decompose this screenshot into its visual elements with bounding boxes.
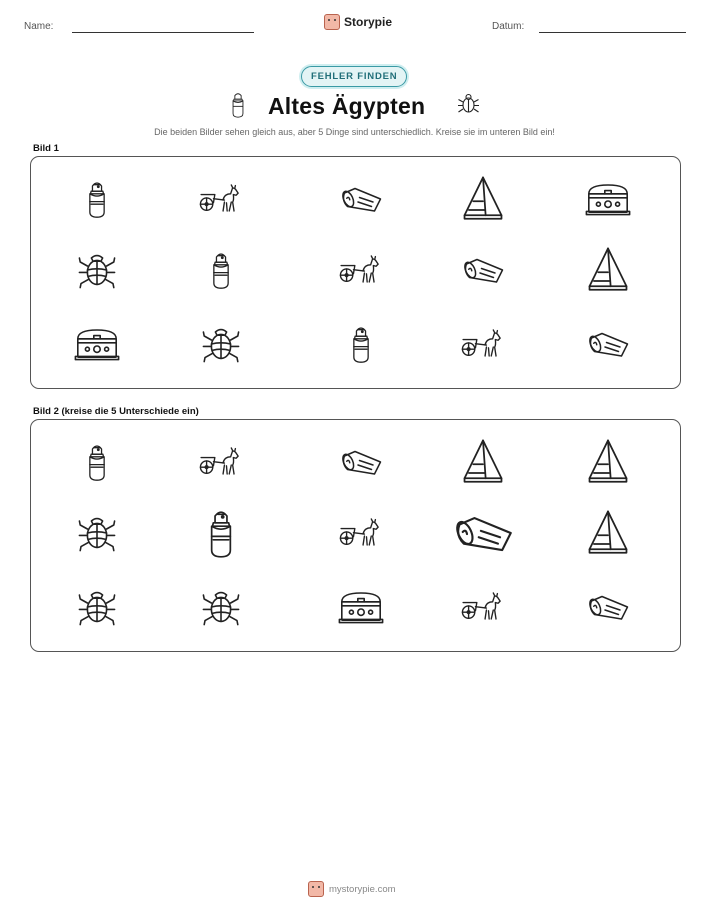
canopic-jar-icon[interactable]	[321, 304, 401, 384]
treasure-chest-icon[interactable]	[321, 567, 401, 647]
chariot-icon[interactable]	[443, 304, 523, 384]
scarab-icon[interactable]	[57, 567, 137, 647]
pyramid-icon[interactable]	[443, 159, 523, 239]
scroll-icon[interactable]	[321, 159, 401, 239]
pyramid-icon[interactable]	[443, 422, 523, 502]
scroll-icon[interactable]	[321, 422, 401, 502]
scarab-icon[interactable]	[181, 567, 261, 647]
footer-brand	[308, 881, 396, 897]
brand-logo	[324, 14, 392, 30]
scarab-icon[interactable]	[181, 304, 261, 384]
name-label: Name:	[24, 21, 54, 32]
chariot-icon[interactable]	[181, 422, 261, 502]
pyramid-icon[interactable]	[568, 422, 648, 502]
treasure-chest-icon[interactable]	[568, 159, 648, 239]
title-canopic-icon	[229, 91, 247, 119]
canopic-jar-icon[interactable]	[181, 493, 261, 573]
picture1-panel	[30, 156, 681, 389]
scroll-icon[interactable]	[443, 230, 523, 310]
chariot-icon[interactable]	[181, 159, 261, 239]
canopic-jar-icon[interactable]	[57, 159, 137, 239]
canopic-jar-icon[interactable]	[57, 422, 137, 502]
footer-url: mystorypie.com	[329, 883, 396, 895]
scroll-icon[interactable]	[568, 304, 648, 384]
scarab-icon[interactable]	[57, 493, 137, 573]
footer-logo-icon	[308, 881, 324, 897]
name-field[interactable]	[72, 32, 254, 33]
page-title: Altes Ägypten	[268, 93, 426, 119]
scroll-icon[interactable]	[443, 493, 523, 573]
storypie-logo-icon	[324, 14, 340, 30]
title-scarab-icon	[456, 91, 481, 116]
pyramid-icon[interactable]	[568, 230, 648, 310]
picture2-label: Bild 2 (kreise die 5 Unterschiede ein)	[33, 406, 199, 417]
instruction-text: Die beiden Bilder sehen gleich aus, aber 5 Dinge sind unterschiedlich. Kreise sie im unteren Bild ein!	[154, 127, 555, 137]
pyramid-icon[interactable]	[568, 493, 648, 573]
brand-name: Storypie	[344, 15, 393, 29]
treasure-chest-icon[interactable]	[57, 304, 137, 384]
chariot-icon[interactable]	[321, 230, 401, 310]
canopic-jar-icon[interactable]	[181, 230, 261, 310]
date-label: Datum:	[492, 21, 525, 32]
scroll-icon[interactable]	[568, 567, 648, 647]
date-field[interactable]	[539, 32, 686, 33]
picture2-panel[interactable]	[30, 419, 681, 652]
worksheet-type-badge	[301, 66, 407, 84]
chariot-icon[interactable]	[321, 493, 401, 573]
picture1-label: Bild 1	[33, 143, 59, 154]
badge-text: FEHLER FINDEN	[301, 66, 407, 87]
scarab-icon[interactable]	[57, 230, 137, 310]
chariot-icon[interactable]	[443, 567, 523, 647]
